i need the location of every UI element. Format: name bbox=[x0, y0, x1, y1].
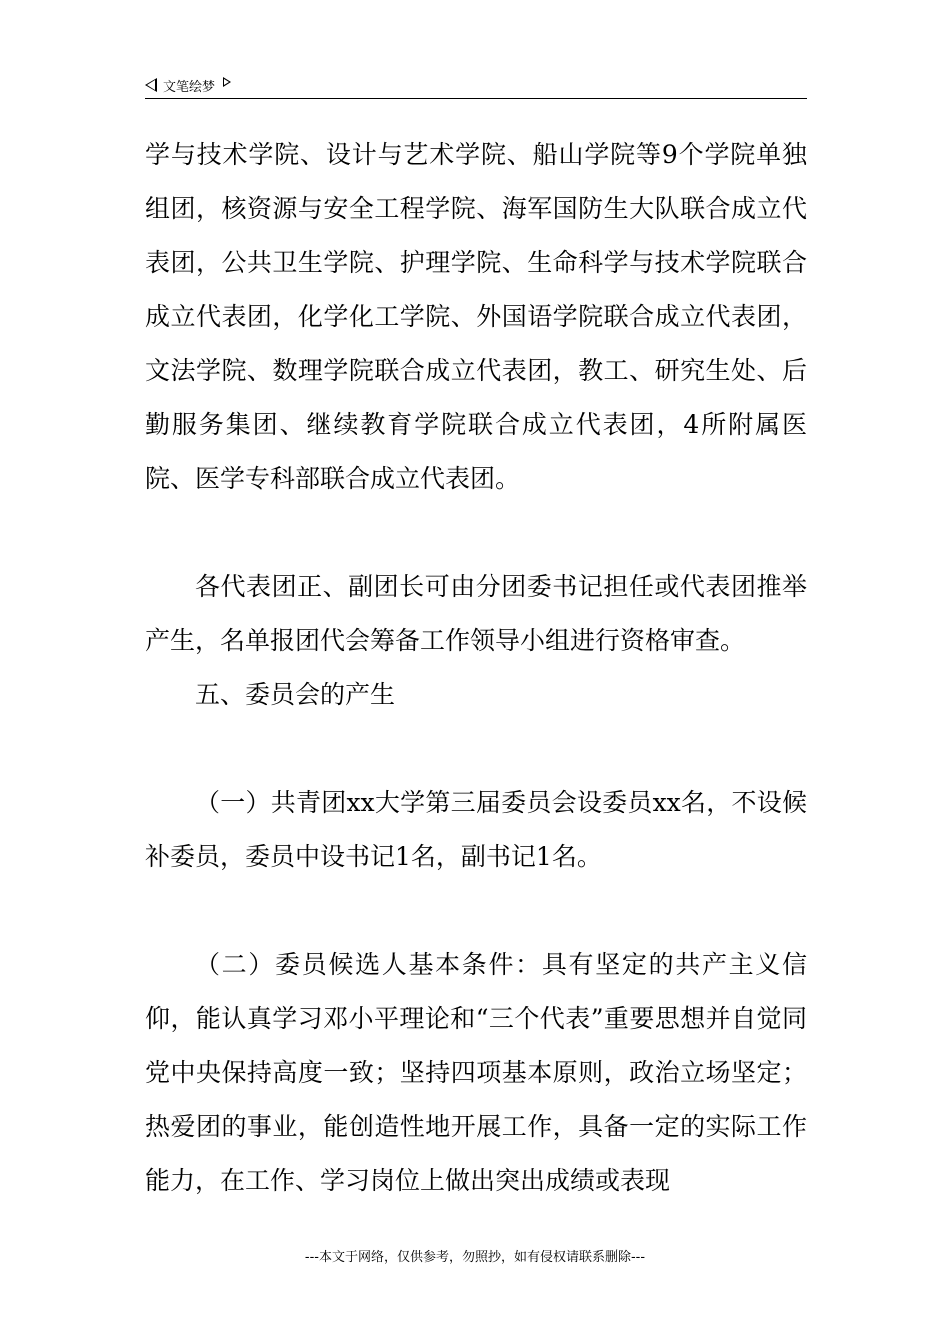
paragraph-3: （一）共青团xx大学第三届委员会设委员xx名，不设候补委员，委员中设书记1名，副书记1名。 bbox=[145, 788, 807, 871]
page-footer-notice: ---本文于网络，仅供参考，勿照抄，如有侵权请联系删除--- bbox=[304, 1250, 646, 1265]
triangle-left-icon bbox=[145, 78, 157, 92]
page-header bbox=[145, 74, 807, 99]
paragraph-1: 学与技术学院、设计与艺术学院、船山学院等9个学院单独组团，核资源与安全工程学院、海军国防生大队联合成立代表团，公共卫生学院、护理学院、生命科学与技术学院联合成立代表团，化学化工学院、外国语学院联合成立代表团，文法学院、数理学院联合成立代表团，教工、研究生处、后勤服务集团、继续教育学院联合成立代表团，4所附属医院、医学专科部联合成立代表团。 bbox=[145, 140, 807, 493]
paragraph-4: （二）委员候选人基本条件：具有坚定的共产主义信仰，能认真学习邓小平理论和“三个代表”重要思想并自觉同党中央保持高度一致；坚持四项基本原则，政治立场坚定；热爱团的事业，能创造性地开展工作，具备一定的实际工作能力，在工作、学习岗位上做出突出成绩或表现 bbox=[145, 950, 807, 1195]
document-body bbox=[145, 128, 807, 1208]
triangle-right-icon bbox=[223, 77, 231, 87]
section-heading: 五、委员会的产生 bbox=[195, 680, 396, 709]
paragraph-2: 各代表团正、副团长可由分团委书记担任或代表团推举产生，名单报团代会筹备工作领导小组进行资格审查。 bbox=[145, 572, 807, 655]
header-brand-text: 文笔绘梦 bbox=[163, 79, 216, 95]
header-brand-group bbox=[145, 74, 231, 96]
